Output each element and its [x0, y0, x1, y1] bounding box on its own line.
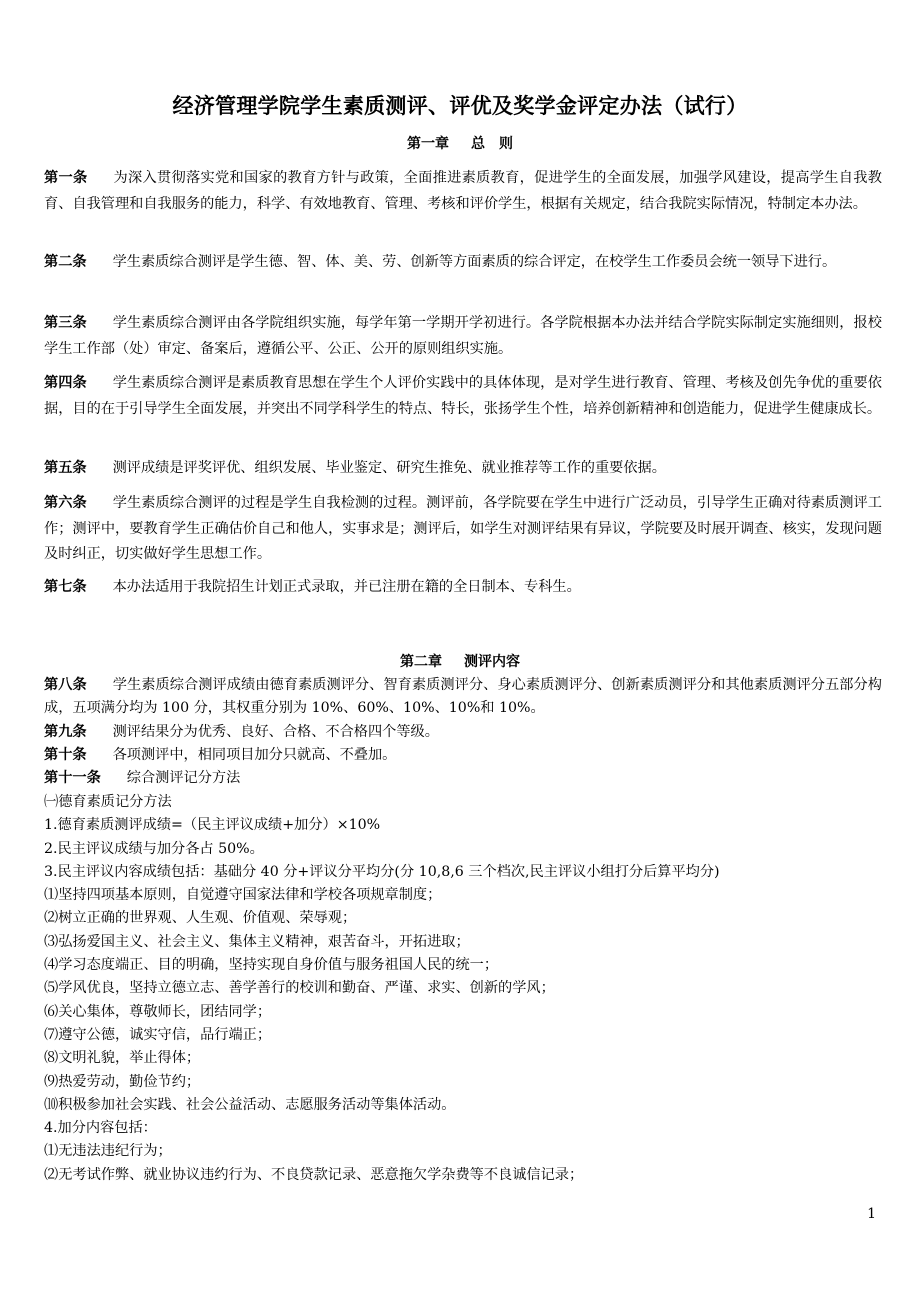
list-item: ㈠德育素质记分方法: [44, 794, 172, 810]
list-item: ⑽积极参加社会实践、社会公益活动、志愿服务活动等集体活动。: [44, 1096, 456, 1113]
article-text: 为深入贯彻落实党和国家的教育方针与政策，全面推进素质教育，促进学生的全面发展，加强学风建设，提高学生自我教育、自我管理和自我服务的能力，科学、有效地教育、管理、考核和评价学生，根据有关规定，结合我院实际情况，特制定本办法。: [44, 170, 882, 212]
article: [44, 311, 882, 362]
chapter-number: 第二章: [400, 654, 442, 670]
article-text: 学生素质综合测评是学生德、智、体、美、劳、创新等方面素质的综合评定，在校学生工作委员会统一领导下进行。: [112, 254, 837, 270]
article: [44, 575, 882, 601]
list-item: 3.民主评议内容成绩包括：基础分 40 分+评议分平均分(分 10,8,6 三个档次,民主评议小组打分后算平均分): [44, 863, 720, 880]
chapter-name: 测评内容: [464, 654, 520, 670]
page-number: 1: [867, 1206, 876, 1222]
article-label: 第九条: [44, 724, 87, 740]
article-label: 第二条: [44, 254, 87, 270]
article-label: 第六条: [44, 495, 87, 511]
document-title: 经济管理学院学生素质测评、评优及奖学金评定办法（试行）: [172, 94, 748, 118]
article: [44, 250, 882, 276]
article: [44, 744, 882, 767]
article-text: 本办法适用于我院招生计划正式录取，并已注册在籍的全日制本、专科生。: [112, 579, 581, 595]
list-item: ⑼热爱劳动，勤俭节约；: [44, 1073, 201, 1090]
list-item: ⑴坚持四项基本原则，自觉遵守国家法律和学校各项规章制度；: [44, 887, 442, 904]
chapter-heading: [0, 133, 920, 153]
article-text: 测评成绩是评奖评优、组织发展、毕业鉴定、研究生推免、就业推荐等工作的重要依据。: [112, 460, 666, 476]
article: [44, 371, 882, 422]
article: [44, 166, 882, 217]
article-label: 第五条: [44, 460, 87, 476]
list-item: ⑵树立正确的世界观、人生观、价值观、荣辱观；: [44, 910, 357, 927]
article-text: 综合测评记分方法: [126, 770, 241, 786]
list-item: ⑴无违法违纪行为；: [44, 1143, 172, 1160]
list-item: ⑵无考试作弊、就业协议违约行为、不良贷款记录、恶意拖欠学杂费等不良诚信记录；: [44, 1166, 584, 1183]
list-item: 4.加分内容包括：: [44, 1120, 157, 1137]
list-item: ⑶弘扬爱国主义、社会主义、集体主义精神，艰苦奋斗，开拓进取；: [44, 933, 470, 950]
article-label: 第十一条: [44, 770, 101, 786]
article: [44, 456, 882, 482]
list-item: ⑺遵守公德，诚实守信，品行端正；: [44, 1026, 272, 1043]
article: [44, 674, 882, 720]
article: [44, 767, 882, 790]
article-label: 第四条: [44, 375, 87, 391]
article: [44, 721, 882, 744]
list-item: 1.德育素质测评成绩=（民主评议成绩+加分）×10%: [44, 817, 381, 834]
article-text: 学生素质综合测评的过程是学生自我检测的过程。测评前，各学院要在学生中进行广泛动员，引导学生正确对待素质测评工作；测评中，要教育学生正确估价自己和他人，实事求是；测评后，如学生对测评结果有异议，学院要及时展开调查、核实，发现问题及时纠正，切实做好学生思想工作。: [44, 495, 882, 562]
article: [44, 491, 882, 568]
list-item: ⑷学习态度端正、目的明确，坚持实现自身价值与服务祖国人民的统一；: [44, 957, 499, 974]
article-label: 第十条: [44, 747, 87, 763]
article-text: 各项测评中，相同项目加分只就高、不叠加。: [112, 747, 397, 763]
chapter-number: 第一章: [407, 136, 449, 152]
chapter-name: 总 则: [471, 136, 513, 152]
list-item: ⑸学风优良，坚持立德立志、善学善行的校训和勤奋、严谨、求实、创新的学风；: [44, 980, 555, 997]
article-text: 学生素质综合测评是素质教育思想在学生个人评价实践中的具体体现，是对学生进行教育、管理、考核及创先争优的重要依据，目的在于引导学生全面发展，并突出不同学科学生的特点、特长，张扬学生个性，培养创新精神和创造能力，促进学生健康成长。: [44, 375, 882, 417]
scoring-method-list: [44, 791, 882, 1187]
article-label: 第八条: [44, 677, 87, 693]
article-text: 学生素质综合测评由各学院组织实施，每学年第一学期开学初进行。各学院根据本办法并结合学院实际制定实施细则，报校学生工作部（处）审定、备案后，遵循公平、公正、公开的原则组织实施。: [44, 315, 882, 357]
chapter-heading: [0, 651, 920, 671]
list-item: ⑹关心集体，尊敬师长，团结同学；: [44, 1003, 272, 1020]
list-item: ⑻文明礼貌，举止得体；: [44, 1050, 201, 1067]
article-text: 测评结果分为优秀、良好、合格、不合格四个等级。: [112, 724, 439, 740]
article-text: 学生素质综合测评成绩由德育素质测评分、智育素质测评分、身心素质测评分、创新素质测评分和其他素质测评分五部分构成，五项满分均为 100 分，其权重分别为 10%、60%、10%、10%和 10%。: [44, 677, 882, 716]
article-label: 第七条: [44, 579, 87, 595]
article-label: 第一条: [44, 170, 88, 186]
article-label: 第三条: [44, 315, 87, 331]
list-item: 2.民主评议成绩与加分各占 50%。: [44, 840, 264, 857]
